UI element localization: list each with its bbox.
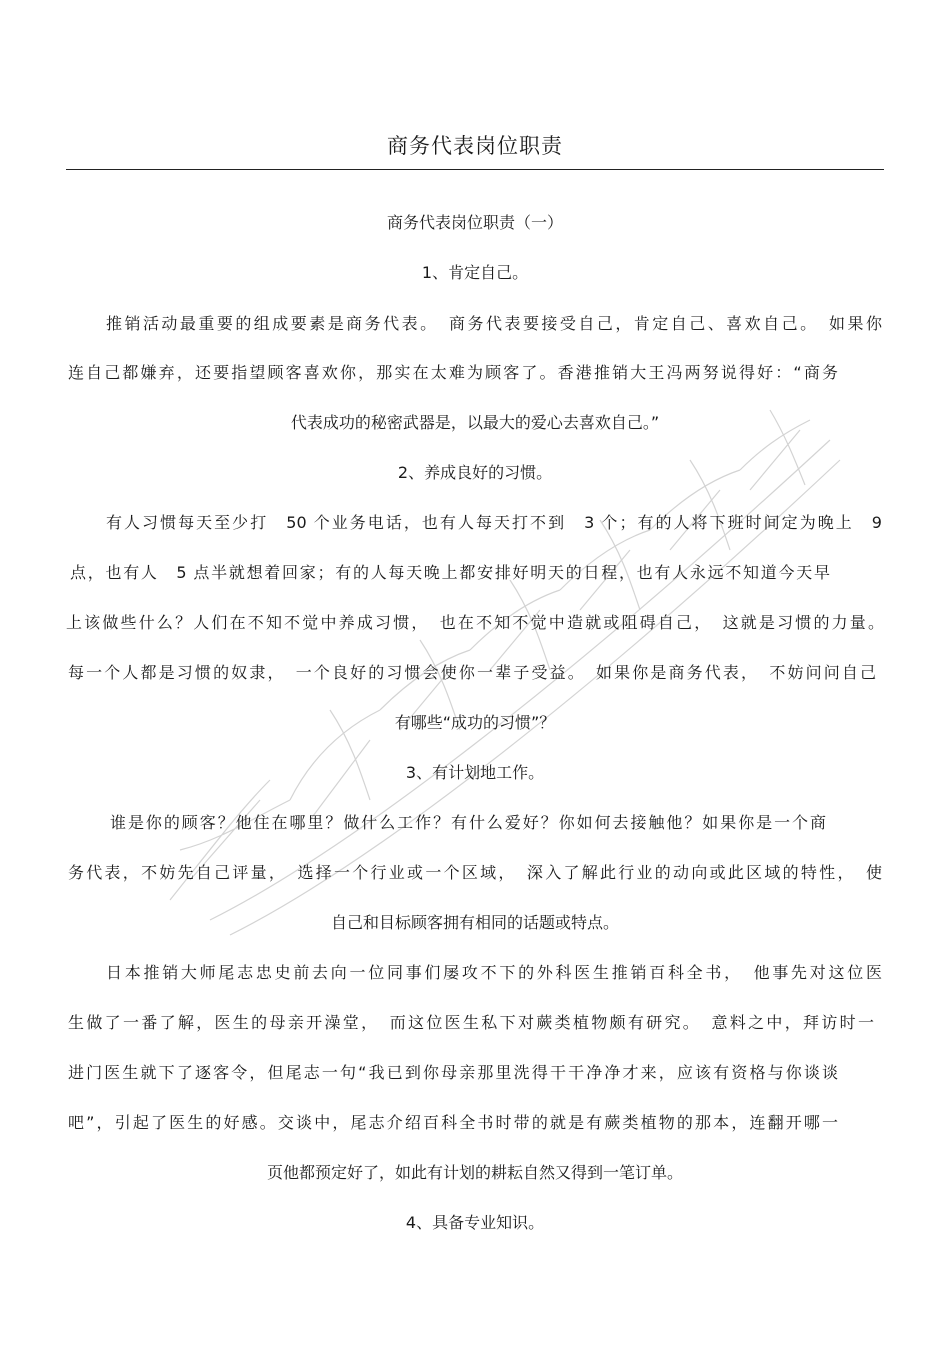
paragraph-line: 生做了一番了解，医生的母亲开澡堂， 而这位医生私下对蕨类植物颇有研究。 意料之中，拜访时一 xyxy=(68,1013,874,1032)
paragraph-line: 页他都预定好了，如此有计划的耕耘自然又得到一笔订单。 xyxy=(266,1163,683,1182)
paragraph-line: 有哪些“成功的习惯”？ xyxy=(394,713,556,732)
paragraph-line: 每一个人都是习惯的奴隶， 一个良好的习惯会使你一辈子受益。 如果你是商务代表， 不妨问问自己 xyxy=(68,663,876,682)
heading-4: 4、具备专业知识。 xyxy=(405,1213,545,1232)
heading-3: 3、有计划地工作。 xyxy=(405,763,545,782)
title-divider xyxy=(66,169,884,170)
paragraph-line: 自己和目标顾客拥有相同的话题或特点。 xyxy=(330,913,619,932)
paragraph-line: 代表成功的秘密武器是，以最大的爱心去喜欢自己。” xyxy=(290,413,660,432)
paragraph-line: 点，也有人 5 点半就想着回家；有的人每天晚上都安排好明天的日程，也有人永远不知道今天早 xyxy=(70,563,830,582)
section-subtitle: 商务代表岗位职责（一） xyxy=(386,213,563,232)
paragraph-line: 有人习惯每天至少打 50 个业务电话，也有人每天打不到 3 个；有的人将下班时间定为晚上 9 xyxy=(106,513,882,532)
heading-1: 1、肯定自己。 xyxy=(421,263,529,282)
paragraph-line: 务代表，不妨先自己评量， 选择一个行业或一个区域， 深入了解此行业的动向或此区域的特性， 使 xyxy=(68,863,882,882)
paragraph-line: 连自己都嫌弃，还要指望顾客喜欢你，那实在太难为顾客了。香港推销大王冯两努说得好：“商务 xyxy=(68,363,838,382)
paragraph-line: 吧”，引起了医生的好感。交谈中，尾志介绍百科全书时带的就是有蕨类植物的那本，连翻开哪一 xyxy=(68,1113,838,1132)
paragraph-line: 进门医生就下了逐客令，但尾志一句“我已到你母亲那里洗得干干净净才来，应该有资格与你谈谈 xyxy=(68,1063,838,1082)
document-title: 商务代表岗位职责 xyxy=(387,134,563,158)
paragraph-line: 日本推销大师尾志忠史前去向一位同事们屡攻不下的外科医生推销百科全书， 他事先对这位医 xyxy=(106,963,882,982)
paragraph-line: 谁是你的顾客？他住在哪里？做什么工作？有什么爱好？你如何去接触他？如果你是一个商 xyxy=(110,813,826,832)
paragraph-line: 推销活动最重要的组成要素是商务代表。 商务代表要接受自己，肯定自己、喜欢自己。 如果你 xyxy=(106,314,882,333)
paragraph-line: 上该做些什么？人们在不知不觉中养成习惯， 也在不知不觉中造就或阻碍自己， 这就是习惯的力量。 xyxy=(66,613,884,632)
heading-2: 2、养成良好的习惯。 xyxy=(397,463,553,482)
